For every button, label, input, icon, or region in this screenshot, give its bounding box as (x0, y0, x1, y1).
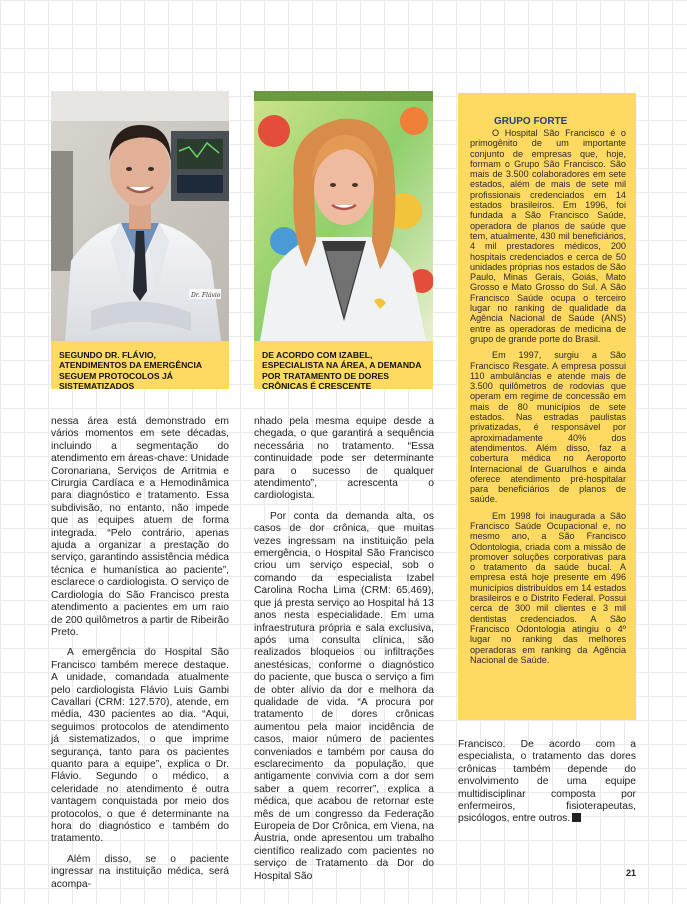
sidebar-paragraph: Em 1998 foi inaugurada a São Francisco Saúde Ocupacional e, no mesmo ano, a São Francisco Odontologia, criada com a missão de promover soluções corporativas para o tratamento da saúde bucal. A empresa está hoje presente em 496 municípios distribuídos em 14 estados brasileiros e o Distrito Federal. Possui cerca de 300 mil clientes e 3 mil dentistas credenciados. A São Francisco Odontologia atingiu o 4º lugar no ranking das melhores operadoras em ranking da Agência Nacional de Saúde. (470, 510, 626, 665)
photo-caption-right (254, 341, 433, 392)
paragraph: A emergência do Hospital São Francisco também merece destaque. A unidade, comandada atualmente pelo cardiologista Flávio Luis Gambi Cavallari (CRM: 127.570), atende, em média, 430 pacientes ao dia. “Aqui, seguimos protocolos de atendimento já sistematizados, o que imprime segurança, tanto para os pacientes quanto para a equipe”, explica o Dr. Flávio. Segundo o médico, a celeridade no atendimento é outra vantagem conquistada por meio dos protocolos, o que é determinante na hora do diagnóstico e também do tratamento. (51, 647, 229, 845)
caption-text-flavio: SEGUNDO DR. FLÁVIO, ATENDIMENTOS DA EMERGÊNCIA SEGUEM PROTOCOLOS JÁ SISTEMATIZADOS (59, 350, 202, 392)
paragraph: Por conta da demanda alta, os casos de dor crônica, que muitas vezes ingressam na instituição pela emergência, o Hospital São Francisco criou um serviço especial, sob o comando da especialista Izabel Carolina Rocha Lima (CRM: 65.469), que já presta serviço ao Hospital há 13 anos nesta especialidade. Em uma infraestrutura própria e sala exclusiva, após uma consulta clínica, são realizados bloqueios ou infiltrações anestésicas, conforme o diagnóstico do paciente, que busca o serviço a fim de obter alívio da dor e melhora da qualidade de vida. “A procura por tratamento de dores crônicas aumentou pela maior incidência de casos, maior número de pacientes conveniados e também por causa do esclarecimento da população, que antigamente convivia com a dor sem saber a quem recorrer”, explica a médica, que acabou de retornar este mês de um congresso da Federação Europeia de Dor Crônica, em Viena, na Áustria, onde apresentou um trabalho científico realizado com pacientes no serviço de Tratamento da Dor do Hospital São (254, 510, 434, 882)
paragraph: nhado pela mesma equipe desde a chegada, o que garantirá a sequência necessária no tratamento. “Essa continuidade pode ser determinante para o sucesso de qualquer atendimento”, acrescenta o cardiologista. (254, 416, 434, 502)
paragraph: Além disso, se o paciente ingressar na instituição médica, será acompa- (51, 853, 229, 890)
paragraph (458, 739, 636, 826)
article-column-3 (458, 739, 636, 826)
article-column-2 (254, 416, 434, 883)
photo-doctor-flavio (51, 91, 229, 341)
photo-caption-left (51, 341, 229, 392)
closing-paragraph-text: Francisco. De acordo com a especialista, o tratamento das dores crônicas também depende do envolvimento de uma equipe multidisciplinar composta por enfermeiros, fisioterapeutas, psicólogos, entre outros. (458, 739, 636, 825)
izabel-portrait-image (254, 91, 433, 341)
sidebar-paragraph: Em 1997, surgiu a São Francisco Resgate. A empresa possui 110 ambulâncias e atende mais de 3.500 quilômetros de rodovias que operam em regime de concessão em mais de 80 municípios de sete estados. Nas estradas paulistas privatizadas, é responsável por aproximadamente 40% dos atendimentos. Além disso, faz a cobertura médica no Aeroporto Internacional de Guarulhos e ainda oferece atendimento pré-hospitalar para beneficiários de planos de saúde. (470, 350, 626, 505)
sidebar-title: GRUPO FORTE (494, 116, 568, 127)
sidebar-grupo-forte (458, 93, 636, 720)
name-tag-text: Dr. Flávio (191, 292, 221, 299)
paragraph: nessa área está demonstrado em vários momentos em sete décadas, incluindo a segmentação do atendimento em áreas-chave: Unidade Coronariana, Serviços de Arritmia e Cirurgia Cardíaca e a Hemodinâmica para diagnóstico e tratamento. Essa subdivisão, no entanto, não impede que as equipes atuem de forma integrada. “Pelo contrário, apenas ajuda a organizar a prestação do serviço, garantindo assistência médica técnica e humanística ao paciente”, esclarece o cardiologista. O serviço de Cardiologia do São Francisco presta atendimento a pacientes em um raio de 200 quilômetros a partir de Ribeirão Preto. (51, 416, 230, 638)
caption-text-izabel: DE ACORDO COM IZABEL, ESPECIALISTA NA ÁREA, A DEMANDA POR TRATAMENTO DE DORES CRÔNICAS É CRESCENTE (262, 350, 422, 392)
sidebar-paragraph: O Hospital São Francisco é o primogênito de um importante conjunto de empresas que, hoje, formam o Grupo São Francisco. São mais de 3.500 colaboradores em sete estados, além de mais de sete mil profissionais credenciados em 14 estados brasileiros. Em 1996, foi fundada a São Francisco Saúde, operadora de planos de saúde que tem, atualmente, 430 mil beneficiários, 4 mil prestadores médicos, 200 hospitais credenciados e cerca de 50 unidades próprias nos estados de São Paulo, Minas Gerais, Goiás, Mato Grosso e Mato Grosso do Sul. A São Francisco Saúde ocupa o terceiro lugar no ranking de qualidade da Agência Nacional de Saúde (ANS) entre as operadoras de medicina de grupo de grande porte do Brasil. (470, 128, 626, 344)
page-number: 21 (626, 868, 637, 878)
photo-doctor-izabel (254, 91, 433, 341)
doctor-portrait-image (51, 91, 229, 341)
article-column-1 (51, 416, 229, 891)
end-of-article-icon (572, 813, 581, 822)
